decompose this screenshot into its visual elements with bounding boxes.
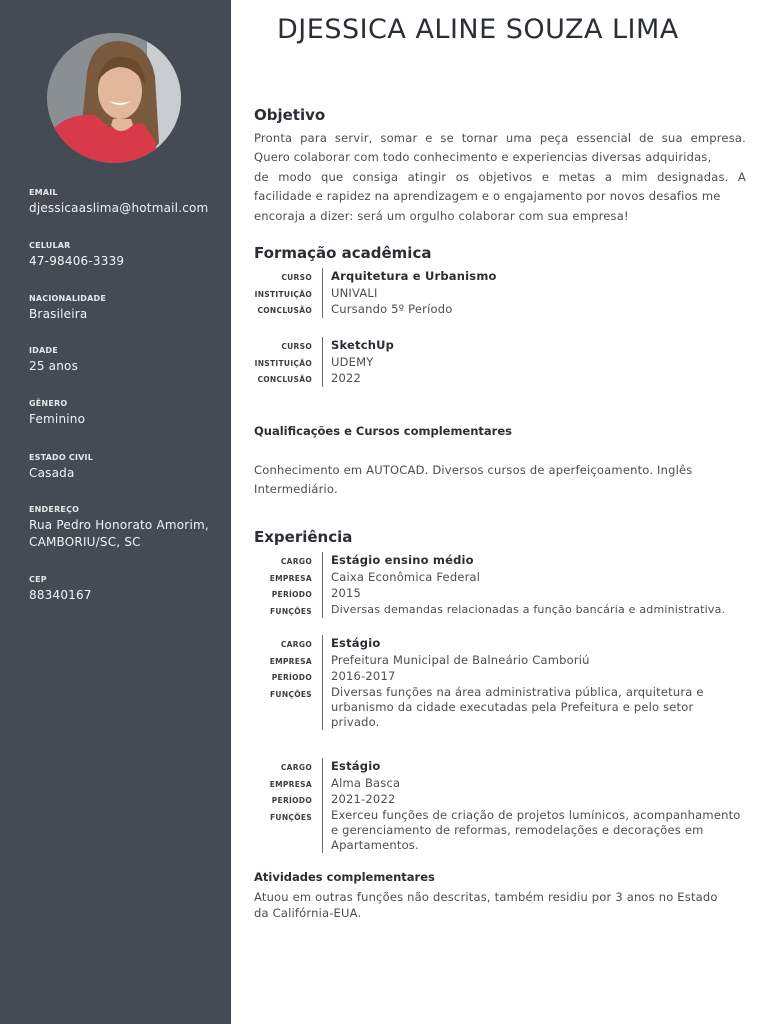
field-label: EMPRESA	[269, 573, 312, 583]
objetivo-line: Pronta para servir, somar e se tornar uma peça essencial de sua empresa.	[254, 131, 746, 145]
section-title-experiencia: Experiência	[254, 528, 353, 546]
contact-address	[29, 505, 219, 551]
contact-phone	[29, 241, 219, 270]
section-title-formacao: Formação acadêmica	[254, 244, 432, 262]
field-label: PERÍODO	[271, 673, 312, 682]
field-label: PERÍODO	[271, 796, 312, 805]
experience-duties	[322, 808, 744, 853]
objetivo-line: facilidade e rapidez na aprendizagem e o engajamento por novos desafios me	[254, 189, 721, 204]
duty-line: e gerenciamento de reformas, remodelações e decorações em	[331, 822, 704, 837]
field-label: CONCLUSÃO	[257, 375, 312, 384]
field-label: CARGO	[280, 640, 312, 649]
experience-period: 2015	[322, 585, 744, 602]
duty-line: Diversas funções na área administrativa pública, arquitetura e	[331, 684, 704, 699]
contact-value: Feminino	[29, 412, 86, 426]
duty-line: privado.	[331, 714, 380, 729]
qualificacoes-line: Intermediário.	[254, 482, 338, 497]
field-label: CARGO	[280, 557, 312, 566]
objetivo-text	[254, 129, 746, 226]
field-label: CONCLUSÃO	[257, 306, 312, 315]
duty-line: Diversas demandas relacionadas a função bancária e administrativa.	[331, 602, 726, 616]
field-label: FUNÇÕES	[270, 606, 312, 616]
experience-entry	[254, 758, 744, 853]
qualificacoes-line: Conhecimento em AUTOCAD. Diversos cursos de aperfeiçoamento. Inglês	[254, 463, 693, 477]
contact-label: CELULAR	[29, 241, 71, 250]
duty-line: Apartamentos.	[331, 837, 419, 852]
objetivo-line: encoraja a dizer: será um orgulho colaborar com sua empresa!	[254, 208, 629, 223]
contact-value: 25 anos	[29, 359, 79, 373]
contact-value: 47-98406-3339	[29, 254, 125, 268]
contact-label: GÊNERO	[29, 399, 68, 408]
section-title-atividades: Atividades complementares	[254, 870, 435, 884]
experience-role: Estágio ensino médio	[322, 552, 744, 569]
education-entry	[254, 268, 744, 318]
duty-line: urbanismo da cidade executadas pela Prefeitura e pelo setor	[331, 699, 694, 714]
contact-nationality	[29, 294, 219, 323]
contact-label: ESTADO CIVIL	[29, 453, 93, 462]
profile-photo-illustration	[47, 33, 181, 163]
field-label: CARGO	[280, 763, 312, 772]
atividades-line: Atuou em outras funções não descritas, também residiu por 3 anos no Estado	[254, 890, 718, 904]
section-title-qualificacoes: Qualificações e Cursos complementares	[254, 424, 512, 438]
field-label: INSTITUIÇÃO	[254, 358, 312, 368]
contact-zip	[29, 575, 219, 604]
duty-line: Exerceu funções de criação de projetos lumínicos, acompanhamento	[331, 807, 741, 822]
contact-label: NACIONALIDADE	[29, 294, 107, 303]
education-course: SketchUp	[322, 337, 744, 354]
field-label: INSTITUIÇÃO	[254, 289, 312, 299]
sidebar	[0, 0, 231, 1024]
atividades-line: da Califórnia-EUA.	[254, 906, 362, 920]
experience-role: Estágio	[322, 635, 744, 652]
education-course: Arquitetura e Urbanismo	[322, 268, 744, 285]
education-institution: UDEMY	[322, 354, 744, 371]
education-institution: UNIVALI	[322, 285, 744, 302]
experience-entry	[254, 552, 744, 618]
experience-entry	[254, 635, 744, 730]
education-completion: Cursando 5º Período	[322, 301, 744, 318]
contact-label: ENDEREÇO	[29, 505, 80, 514]
contact-label: EMAIL	[29, 188, 58, 197]
profile-photo	[47, 33, 181, 163]
experience-period: 2021-2022	[322, 791, 744, 808]
contact-value: djessicaaslima@hotmail.com	[29, 201, 209, 215]
field-label: EMPRESA	[269, 779, 312, 789]
field-label: EMPRESA	[269, 656, 312, 666]
field-label: FUNÇÕES	[270, 689, 312, 699]
field-label: PERÍODO	[271, 590, 312, 599]
contact-label: CEP	[29, 575, 47, 584]
experience-duties	[322, 685, 744, 730]
experience-period: 2016-2017	[322, 668, 744, 685]
qualificacoes-text	[254, 461, 744, 500]
field-label: FUNÇÕES	[270, 812, 312, 822]
objetivo-line: Quero colaborar com todo conhecimento e experiencias diversas adquiridas,	[254, 150, 712, 165]
education-entry	[254, 337, 744, 387]
education-completion: 2022	[322, 370, 744, 387]
contact-email	[29, 188, 219, 217]
contact-gender	[29, 399, 219, 428]
contact-label: IDADE	[29, 346, 58, 355]
contact-value: Brasileira	[29, 307, 88, 321]
atividades-text	[254, 889, 744, 921]
experience-company: Caixa Econômica Federal	[322, 569, 744, 586]
contact-value: Rua Pedro Honorato Amorim, CAMBORIU/SC, SC	[29, 518, 209, 549]
full-name: DJESSICA ALINE SOUZA LIMA	[277, 14, 679, 45]
objetivo-line: de modo que consiga atingir os objetivos e metas a mim designadas. A	[254, 169, 746, 184]
experience-company: Prefeitura Municipal de Balneário Camboriú	[322, 652, 744, 669]
contact-age	[29, 346, 219, 375]
experience-role: Estágio	[322, 758, 744, 775]
contact-marital-status	[29, 453, 219, 482]
contact-value: Casada	[29, 466, 75, 480]
contact-value: 88340167	[29, 588, 92, 602]
experience-company: Alma Basca	[322, 775, 744, 792]
experience-duties	[322, 602, 744, 619]
field-label: CURSO	[281, 273, 312, 282]
section-title-objetivo: Objetivo	[254, 106, 326, 124]
field-label: CURSO	[281, 342, 312, 351]
